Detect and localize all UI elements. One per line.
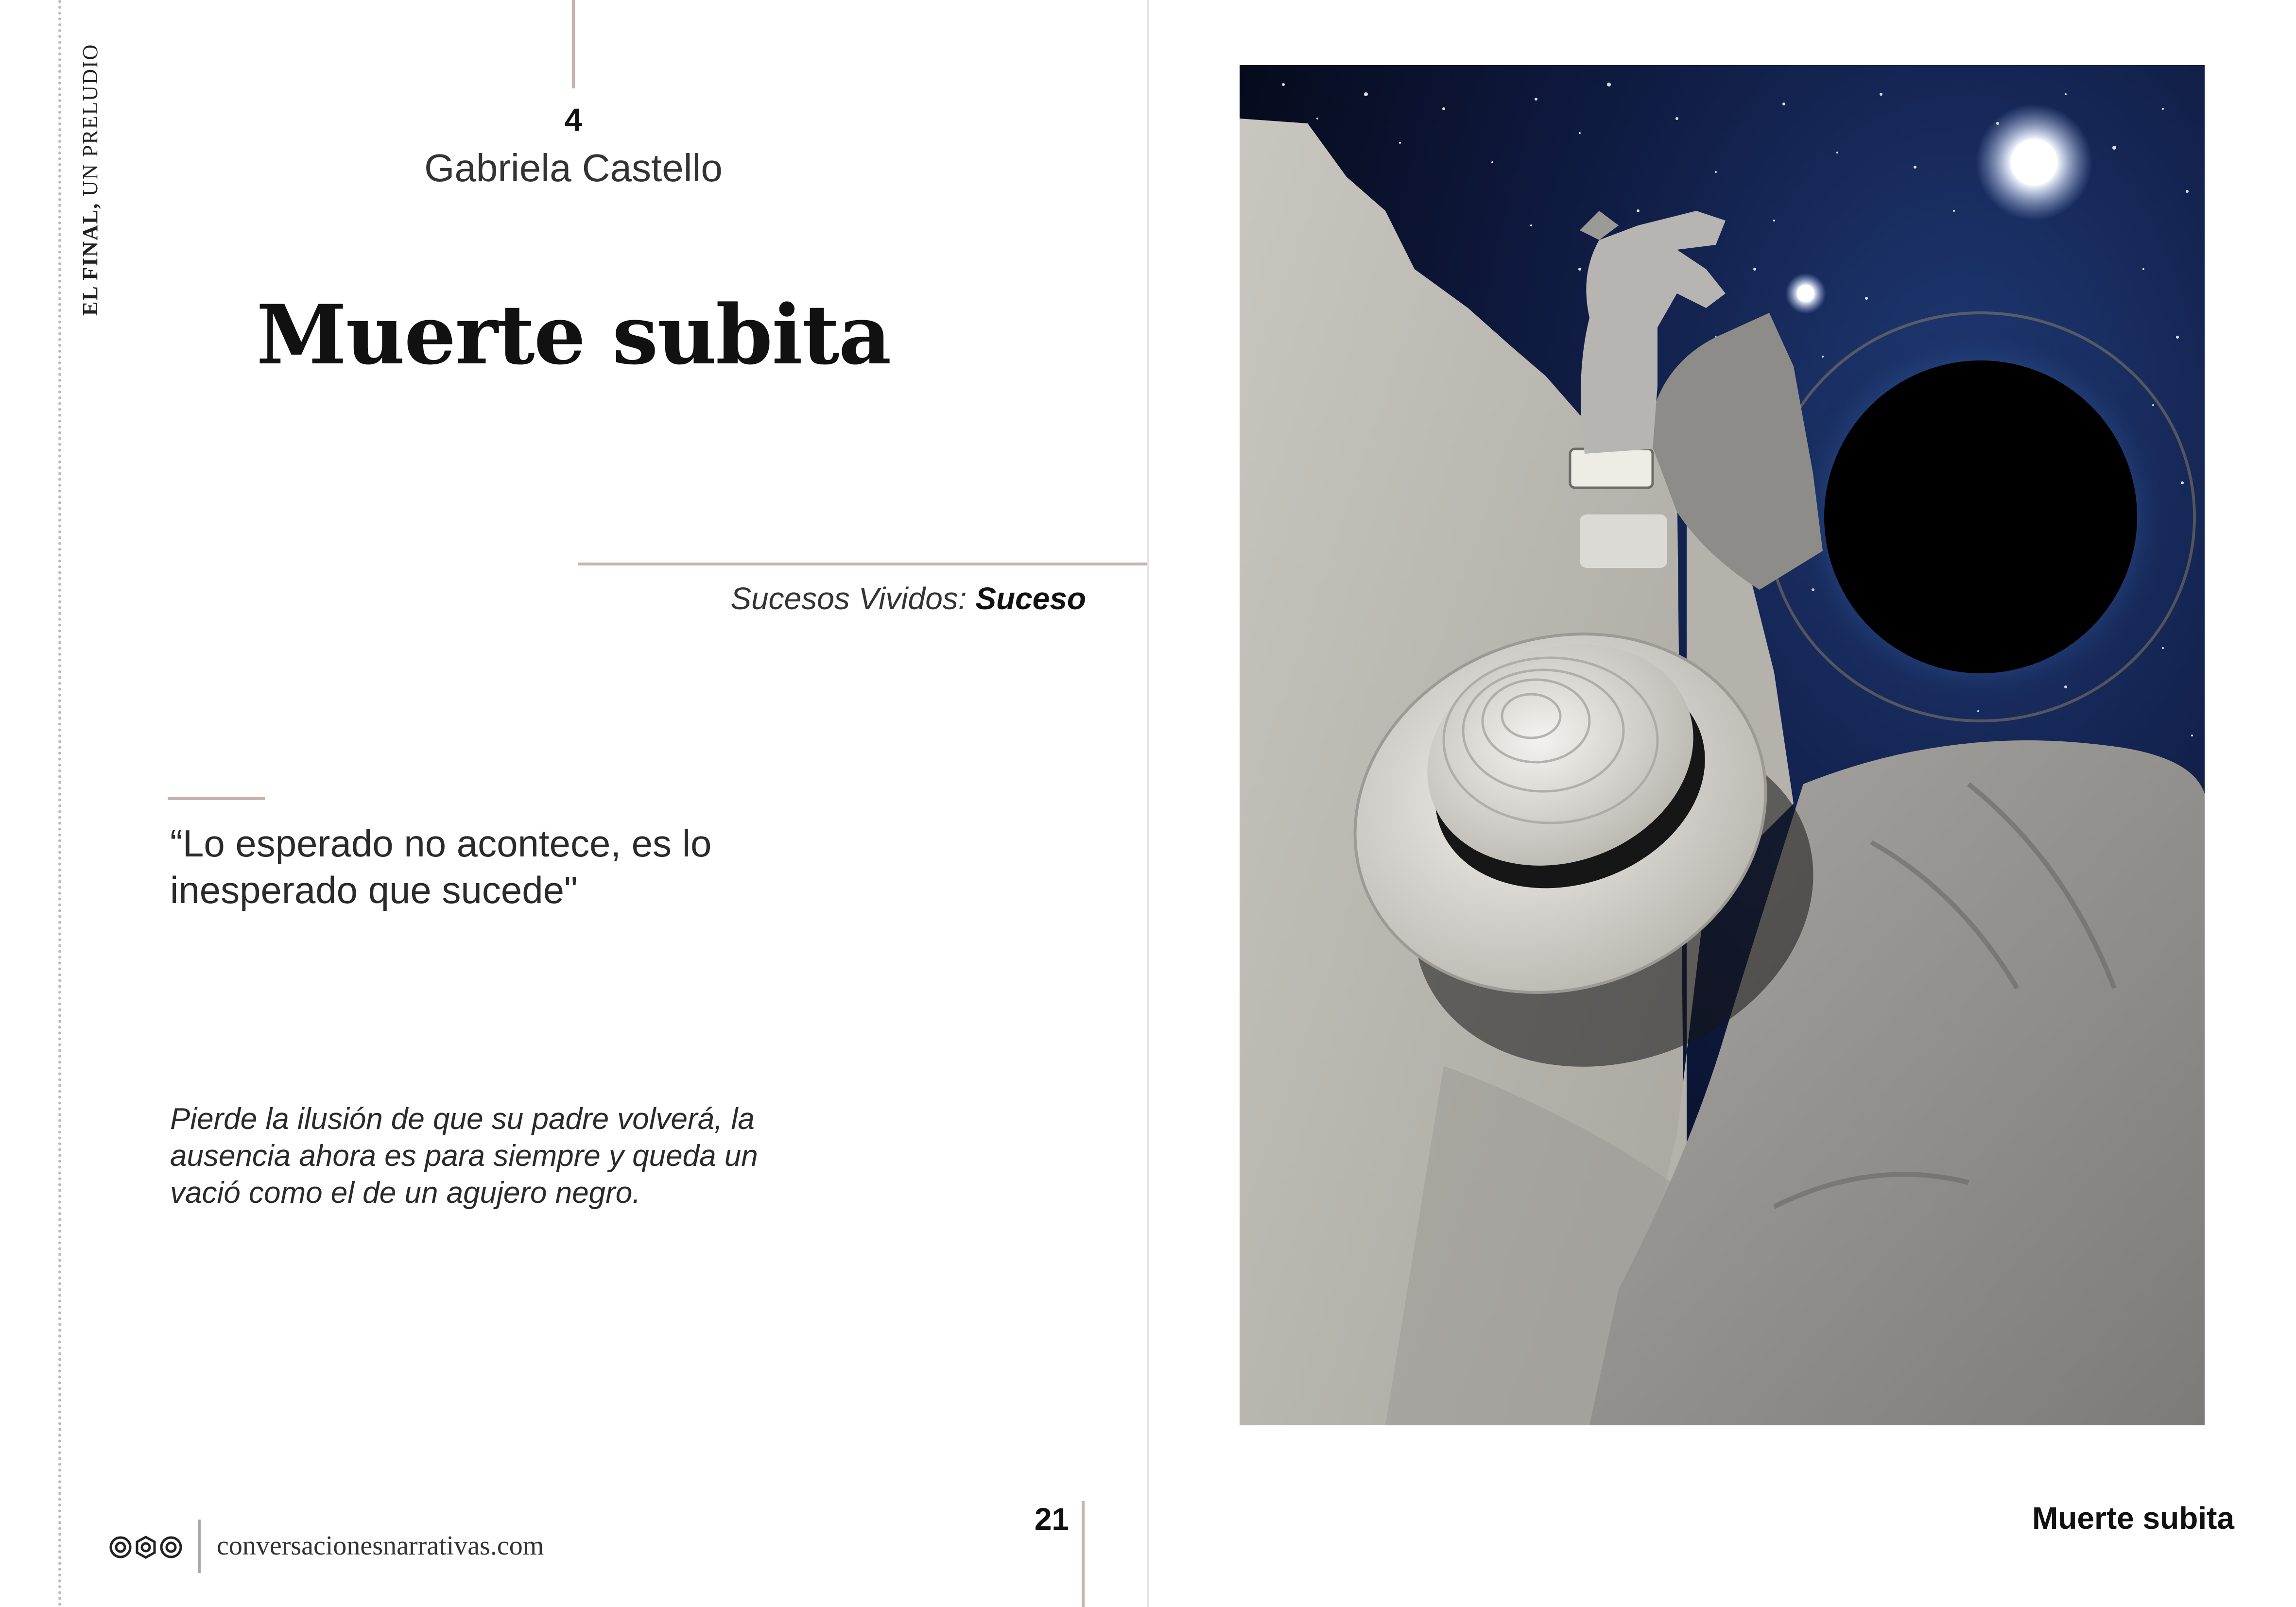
dotted-edge-line [58, 0, 61, 1607]
three-circles-logo-icon [107, 1533, 185, 1562]
running-head [78, 44, 103, 316]
running-head-strong: EL FINAL, [78, 202, 102, 316]
running-foot-title: Muerte subita [2032, 1501, 2234, 1536]
footer-divider [198, 1520, 201, 1573]
footer-website[interactable]: conversacionesnarrativas.com [217, 1531, 544, 1561]
category-value: Suceso [975, 581, 1086, 616]
page-number: 21 [1034, 1502, 1069, 1537]
middle-horizontal-rule [578, 563, 1147, 565]
running-head-rest: UN PRELUDIO [78, 43, 102, 203]
collage-man-hat-black-hole-image [1240, 65, 2205, 1425]
category-line [730, 581, 1086, 616]
left-page [0, 0, 1147, 1607]
top-vertical-rule [572, 0, 575, 88]
story-title: Muerte subita [256, 287, 891, 383]
author-name: Gabriela Castello [424, 146, 723, 189]
category-label: Sucesos Vividos: [730, 581, 976, 616]
quote-rule [168, 797, 265, 800]
synopsis-text: Pierde la ilusión de que su padre volverá, la ausencia ahora es para siempre y queda un vació como el de un agujero negro. [170, 1102, 758, 1210]
chapter-number: 4 [564, 102, 583, 137]
bottom-vertical-rule [1082, 1501, 1085, 1607]
pull-quote: “Lo esperado no acontece, es lo inesperado que sucede" [170, 822, 712, 911]
